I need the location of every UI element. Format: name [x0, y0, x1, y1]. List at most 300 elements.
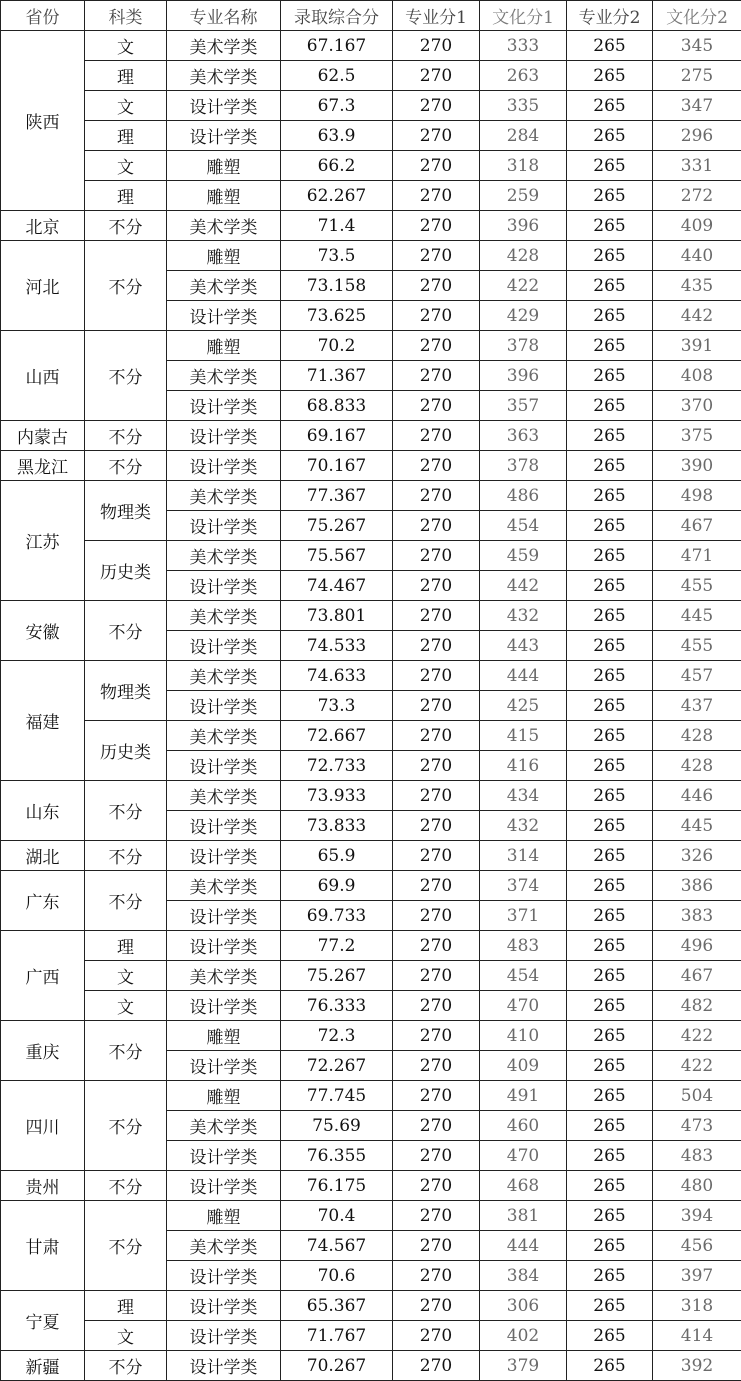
professional-score-1-cell: 270	[393, 1261, 480, 1291]
culture-score-2-cell: 392	[653, 1351, 741, 1381]
professional-score-1-cell: 270	[393, 871, 480, 901]
major-cell: 设计学类	[167, 631, 281, 661]
table-header	[1, 1, 741, 31]
culture-score-2-cell: 455	[653, 631, 741, 661]
culture-score-2-cell: 331	[653, 151, 741, 181]
major-cell: 雕塑	[167, 1081, 281, 1111]
culture-score-1-cell: 381	[480, 1201, 567, 1231]
professional-score-2-cell: 265	[567, 331, 653, 361]
major-cell: 设计学类	[167, 1291, 281, 1321]
professional-score-2-cell: 265	[567, 781, 653, 811]
overall-score-cell: 62.267	[281, 181, 393, 211]
overall-score-cell: 72.267	[281, 1051, 393, 1081]
professional-score-2-cell: 265	[567, 181, 653, 211]
professional-score-1-cell: 270	[393, 901, 480, 931]
header-row	[1, 1, 741, 31]
province-cell: 宁夏	[1, 1291, 85, 1351]
overall-score-cell: 75.267	[281, 961, 393, 991]
overall-score-cell: 70.6	[281, 1261, 393, 1291]
province-cell: 河北	[1, 241, 85, 331]
culture-score-2-cell: 408	[653, 361, 741, 391]
overall-score-cell: 74.633	[281, 661, 393, 691]
major-cell: 雕塑	[167, 1021, 281, 1051]
professional-score-2-cell: 265	[567, 961, 653, 991]
professional-score-1-cell: 270	[393, 991, 480, 1021]
province-cell: 甘肃	[1, 1201, 85, 1291]
table-row	[1, 151, 741, 181]
header-culture-score-2: 文化分2	[653, 1, 741, 31]
culture-score-1-cell: 379	[480, 1351, 567, 1381]
overall-score-cell: 74.567	[281, 1231, 393, 1261]
overall-score-cell: 68.833	[281, 391, 393, 421]
table-row	[1, 31, 741, 61]
category-cell: 不分	[85, 1021, 167, 1081]
province-cell: 江苏	[1, 481, 85, 601]
professional-score-2-cell: 265	[567, 811, 653, 841]
culture-score-2-cell: 409	[653, 211, 741, 241]
culture-score-2-cell: 467	[653, 511, 741, 541]
culture-score-1-cell: 335	[480, 91, 567, 121]
major-cell: 设计学类	[167, 571, 281, 601]
culture-score-1-cell: 284	[480, 121, 567, 151]
professional-score-2-cell: 265	[567, 541, 653, 571]
professional-score-1-cell: 270	[393, 961, 480, 991]
professional-score-1-cell: 270	[393, 571, 480, 601]
professional-score-2-cell: 265	[567, 391, 653, 421]
major-cell: 设计学类	[167, 1261, 281, 1291]
major-cell: 设计学类	[167, 901, 281, 931]
culture-score-1-cell: 371	[480, 901, 567, 931]
province-cell: 安徽	[1, 601, 85, 661]
professional-score-1-cell: 270	[393, 1201, 480, 1231]
category-cell: 不分	[85, 241, 167, 331]
culture-score-2-cell: 480	[653, 1171, 741, 1201]
category-cell: 不分	[85, 1081, 167, 1171]
major-cell: 设计学类	[167, 1321, 281, 1351]
overall-score-cell: 66.2	[281, 151, 393, 181]
professional-score-2-cell: 265	[567, 481, 653, 511]
table-row	[1, 1081, 741, 1111]
province-cell: 新疆	[1, 1351, 85, 1381]
major-cell: 美术学类	[167, 481, 281, 511]
professional-score-2-cell: 265	[567, 751, 653, 781]
professional-score-2-cell: 265	[567, 421, 653, 451]
major-cell: 雕塑	[167, 151, 281, 181]
major-cell: 雕塑	[167, 1201, 281, 1231]
professional-score-1-cell: 270	[393, 1051, 480, 1081]
culture-score-1-cell: 454	[480, 961, 567, 991]
culture-score-1-cell: 444	[480, 1231, 567, 1261]
professional-score-1-cell: 270	[393, 511, 480, 541]
category-cell: 不分	[85, 211, 167, 241]
culture-score-1-cell: 402	[480, 1321, 567, 1351]
category-cell: 不分	[85, 841, 167, 871]
category-cell: 文	[85, 1321, 167, 1351]
professional-score-1-cell: 270	[393, 121, 480, 151]
table-row	[1, 931, 741, 961]
culture-score-2-cell: 296	[653, 121, 741, 151]
major-cell: 设计学类	[167, 421, 281, 451]
category-cell: 理	[85, 121, 167, 151]
culture-score-1-cell: 486	[480, 481, 567, 511]
table-row	[1, 1321, 741, 1351]
culture-score-2-cell: 442	[653, 301, 741, 331]
culture-score-1-cell: 415	[480, 721, 567, 751]
culture-score-1-cell: 378	[480, 451, 567, 481]
province-cell: 广东	[1, 871, 85, 931]
professional-score-1-cell: 270	[393, 931, 480, 961]
professional-score-2-cell: 265	[567, 31, 653, 61]
major-cell: 设计学类	[167, 751, 281, 781]
overall-score-cell: 65.367	[281, 1291, 393, 1321]
major-cell: 设计学类	[167, 121, 281, 151]
overall-score-cell: 77.2	[281, 931, 393, 961]
table-row	[1, 841, 741, 871]
culture-score-2-cell: 394	[653, 1201, 741, 1231]
header-category: 科类	[85, 1, 167, 31]
professional-score-2-cell: 265	[567, 511, 653, 541]
major-cell: 美术学类	[167, 361, 281, 391]
professional-score-1-cell: 270	[393, 1231, 480, 1261]
overall-score-cell: 70.4	[281, 1201, 393, 1231]
major-cell: 设计学类	[167, 811, 281, 841]
overall-score-cell: 63.9	[281, 121, 393, 151]
major-cell: 美术学类	[167, 781, 281, 811]
professional-score-1-cell: 270	[393, 601, 480, 631]
culture-score-2-cell: 455	[653, 571, 741, 601]
professional-score-1-cell: 270	[393, 1171, 480, 1201]
professional-score-2-cell: 265	[567, 841, 653, 871]
overall-score-cell: 70.167	[281, 451, 393, 481]
culture-score-2-cell: 440	[653, 241, 741, 271]
table-row	[1, 481, 741, 511]
overall-score-cell: 69.733	[281, 901, 393, 931]
category-cell: 不分	[85, 1201, 167, 1291]
major-cell: 设计学类	[167, 991, 281, 1021]
professional-score-2-cell: 265	[567, 1021, 653, 1051]
province-cell: 福建	[1, 661, 85, 781]
culture-score-1-cell: 428	[480, 241, 567, 271]
professional-score-2-cell: 265	[567, 661, 653, 691]
overall-score-cell: 70.2	[281, 331, 393, 361]
overall-score-cell: 73.158	[281, 271, 393, 301]
culture-score-2-cell: 386	[653, 871, 741, 901]
professional-score-1-cell: 270	[393, 241, 480, 271]
overall-score-cell: 76.355	[281, 1141, 393, 1171]
overall-score-cell: 67.3	[281, 91, 393, 121]
culture-score-1-cell: 432	[480, 601, 567, 631]
province-cell: 贵州	[1, 1171, 85, 1201]
professional-score-2-cell: 265	[567, 631, 653, 661]
professional-score-2-cell: 265	[567, 451, 653, 481]
province-cell: 山东	[1, 781, 85, 841]
overall-score-cell: 71.4	[281, 211, 393, 241]
major-cell: 美术学类	[167, 661, 281, 691]
professional-score-2-cell: 265	[567, 1141, 653, 1171]
professional-score-2-cell: 265	[567, 1261, 653, 1291]
category-cell: 不分	[85, 1171, 167, 1201]
professional-score-2-cell: 265	[567, 901, 653, 931]
overall-score-cell: 74.467	[281, 571, 393, 601]
professional-score-2-cell: 265	[567, 1111, 653, 1141]
province-cell: 重庆	[1, 1021, 85, 1081]
province-cell: 内蒙古	[1, 421, 85, 451]
culture-score-1-cell: 306	[480, 1291, 567, 1321]
overall-score-cell: 77.367	[281, 481, 393, 511]
major-cell: 设计学类	[167, 1171, 281, 1201]
culture-score-2-cell: 498	[653, 481, 741, 511]
table-row	[1, 541, 741, 571]
overall-score-cell: 72.667	[281, 721, 393, 751]
table-row	[1, 961, 741, 991]
overall-score-cell: 74.533	[281, 631, 393, 661]
culture-score-1-cell: 429	[480, 301, 567, 331]
professional-score-1-cell: 270	[393, 301, 480, 331]
culture-score-1-cell: 396	[480, 361, 567, 391]
header-major: 专业名称	[167, 1, 281, 31]
major-cell: 设计学类	[167, 841, 281, 871]
province-cell: 北京	[1, 211, 85, 241]
category-cell: 历史类	[85, 721, 167, 781]
overall-score-cell: 65.9	[281, 841, 393, 871]
overall-score-cell: 77.745	[281, 1081, 393, 1111]
category-cell: 文	[85, 91, 167, 121]
overall-score-cell: 76.333	[281, 991, 393, 1021]
major-cell: 美术学类	[167, 541, 281, 571]
culture-score-2-cell: 446	[653, 781, 741, 811]
table-row	[1, 331, 741, 361]
professional-score-2-cell: 265	[567, 871, 653, 901]
culture-score-1-cell: 425	[480, 691, 567, 721]
professional-score-1-cell: 270	[393, 751, 480, 781]
header-professional-score-1: 专业分1	[393, 1, 480, 31]
professional-score-1-cell: 270	[393, 1141, 480, 1171]
category-cell: 文	[85, 961, 167, 991]
culture-score-1-cell: 410	[480, 1021, 567, 1051]
professional-score-2-cell: 265	[567, 1081, 653, 1111]
major-cell: 美术学类	[167, 601, 281, 631]
culture-score-1-cell: 434	[480, 781, 567, 811]
category-cell: 不分	[85, 331, 167, 421]
professional-score-2-cell: 265	[567, 1201, 653, 1231]
province-cell: 山西	[1, 331, 85, 421]
professional-score-1-cell: 270	[393, 1351, 480, 1381]
category-cell: 历史类	[85, 541, 167, 601]
header-province: 省份	[1, 1, 85, 31]
culture-score-1-cell: 442	[480, 571, 567, 601]
professional-score-2-cell: 265	[567, 1171, 653, 1201]
professional-score-1-cell: 270	[393, 631, 480, 661]
professional-score-1-cell: 270	[393, 1081, 480, 1111]
culture-score-2-cell: 457	[653, 661, 741, 691]
major-cell: 美术学类	[167, 721, 281, 751]
culture-score-2-cell: 496	[653, 931, 741, 961]
table-row	[1, 1291, 741, 1321]
culture-score-2-cell: 422	[653, 1021, 741, 1051]
overall-score-cell: 73.933	[281, 781, 393, 811]
overall-score-cell: 70.267	[281, 1351, 393, 1381]
professional-score-2-cell: 265	[567, 271, 653, 301]
culture-score-2-cell: 414	[653, 1321, 741, 1351]
header-professional-score-2: 专业分2	[567, 1, 653, 31]
culture-score-1-cell: 318	[480, 151, 567, 181]
table-row	[1, 451, 741, 481]
culture-score-2-cell: 428	[653, 721, 741, 751]
professional-score-2-cell: 265	[567, 571, 653, 601]
culture-score-2-cell: 383	[653, 901, 741, 931]
overall-score-cell: 71.767	[281, 1321, 393, 1351]
major-cell: 美术学类	[167, 61, 281, 91]
table-row	[1, 1171, 741, 1201]
overall-score-cell: 75.267	[281, 511, 393, 541]
professional-score-2-cell: 265	[567, 721, 653, 751]
culture-score-2-cell: 370	[653, 391, 741, 421]
professional-score-1-cell: 270	[393, 181, 480, 211]
professional-score-2-cell: 265	[567, 991, 653, 1021]
culture-score-2-cell: 504	[653, 1081, 741, 1111]
culture-score-1-cell: 432	[480, 811, 567, 841]
major-cell: 美术学类	[167, 871, 281, 901]
professional-score-1-cell: 270	[393, 1021, 480, 1051]
professional-score-2-cell: 265	[567, 121, 653, 151]
professional-score-1-cell: 270	[393, 1321, 480, 1351]
overall-score-cell: 72.3	[281, 1021, 393, 1051]
culture-score-1-cell: 460	[480, 1111, 567, 1141]
culture-score-1-cell: 357	[480, 391, 567, 421]
category-cell: 不分	[85, 601, 167, 661]
major-cell: 雕塑	[167, 181, 281, 211]
professional-score-2-cell: 265	[567, 1321, 653, 1351]
culture-score-1-cell: 422	[480, 271, 567, 301]
major-cell: 设计学类	[167, 301, 281, 331]
culture-score-2-cell: 445	[653, 601, 741, 631]
major-cell: 设计学类	[167, 391, 281, 421]
culture-score-1-cell: 483	[480, 931, 567, 961]
table-row	[1, 61, 741, 91]
culture-score-1-cell: 374	[480, 871, 567, 901]
overall-score-cell: 62.5	[281, 61, 393, 91]
culture-score-2-cell: 435	[653, 271, 741, 301]
professional-score-1-cell: 270	[393, 331, 480, 361]
major-cell: 雕塑	[167, 331, 281, 361]
overall-score-cell: 73.833	[281, 811, 393, 841]
table-row	[1, 871, 741, 901]
major-cell: 设计学类	[167, 511, 281, 541]
culture-score-2-cell: 482	[653, 991, 741, 1021]
overall-score-cell: 69.167	[281, 421, 393, 451]
overall-score-cell: 73.625	[281, 301, 393, 331]
professional-score-1-cell: 270	[393, 691, 480, 721]
culture-score-2-cell: 391	[653, 331, 741, 361]
professional-score-2-cell: 265	[567, 211, 653, 241]
professional-score-1-cell: 270	[393, 61, 480, 91]
professional-score-2-cell: 265	[567, 241, 653, 271]
culture-score-2-cell: 471	[653, 541, 741, 571]
overall-score-cell: 69.9	[281, 871, 393, 901]
professional-score-1-cell: 270	[393, 1111, 480, 1141]
category-cell: 文	[85, 991, 167, 1021]
culture-score-1-cell: 314	[480, 841, 567, 871]
culture-score-2-cell: 437	[653, 691, 741, 721]
table-row	[1, 661, 741, 691]
category-cell: 不分	[85, 871, 167, 931]
professional-score-2-cell: 265	[567, 1051, 653, 1081]
overall-score-cell: 73.5	[281, 241, 393, 271]
culture-score-1-cell: 491	[480, 1081, 567, 1111]
professional-score-2-cell: 265	[567, 1351, 653, 1381]
overall-score-cell: 76.175	[281, 1171, 393, 1201]
culture-score-2-cell: 345	[653, 31, 741, 61]
culture-score-1-cell: 263	[480, 61, 567, 91]
culture-score-1-cell: 259	[480, 181, 567, 211]
culture-score-1-cell: 409	[480, 1051, 567, 1081]
major-cell: 美术学类	[167, 211, 281, 241]
culture-score-1-cell: 468	[480, 1171, 567, 1201]
table-row	[1, 241, 741, 271]
table-row	[1, 781, 741, 811]
province-cell: 湖北	[1, 841, 85, 871]
culture-score-1-cell: 378	[480, 331, 567, 361]
culture-score-2-cell: 326	[653, 841, 741, 871]
culture-score-1-cell: 333	[480, 31, 567, 61]
overall-score-cell: 73.3	[281, 691, 393, 721]
category-cell: 不分	[85, 421, 167, 451]
major-cell: 设计学类	[167, 1141, 281, 1171]
province-cell: 广西	[1, 931, 85, 1021]
category-cell: 理	[85, 181, 167, 211]
professional-score-1-cell: 270	[393, 91, 480, 121]
professional-score-1-cell: 270	[393, 451, 480, 481]
culture-score-2-cell: 390	[653, 451, 741, 481]
culture-score-2-cell: 456	[653, 1231, 741, 1261]
major-cell: 设计学类	[167, 691, 281, 721]
category-cell: 文	[85, 151, 167, 181]
culture-score-2-cell: 428	[653, 751, 741, 781]
category-cell: 理	[85, 61, 167, 91]
major-cell: 美术学类	[167, 1111, 281, 1141]
professional-score-1-cell: 270	[393, 1291, 480, 1321]
category-cell: 理	[85, 1291, 167, 1321]
culture-score-1-cell: 363	[480, 421, 567, 451]
culture-score-1-cell: 384	[480, 1261, 567, 1291]
professional-score-1-cell: 270	[393, 661, 480, 691]
culture-score-2-cell: 272	[653, 181, 741, 211]
professional-score-1-cell: 270	[393, 361, 480, 391]
table-row	[1, 421, 741, 451]
header-culture-score-1: 文化分1	[480, 1, 567, 31]
table-row	[1, 1351, 741, 1381]
professional-score-1-cell: 270	[393, 391, 480, 421]
table-row	[1, 91, 741, 121]
culture-score-1-cell: 459	[480, 541, 567, 571]
major-cell: 设计学类	[167, 1351, 281, 1381]
overall-score-cell: 75.69	[281, 1111, 393, 1141]
table-row	[1, 1021, 741, 1051]
table-row	[1, 1201, 741, 1231]
culture-score-1-cell: 470	[480, 991, 567, 1021]
category-cell: 文	[85, 31, 167, 61]
professional-score-2-cell: 265	[567, 91, 653, 121]
header-overall-score: 录取综合分	[281, 1, 393, 31]
professional-score-1-cell: 270	[393, 541, 480, 571]
overall-score-cell: 73.801	[281, 601, 393, 631]
category-cell: 理	[85, 931, 167, 961]
category-cell: 不分	[85, 781, 167, 841]
professional-score-2-cell: 265	[567, 1291, 653, 1321]
culture-score-1-cell: 444	[480, 661, 567, 691]
professional-score-1-cell: 270	[393, 721, 480, 751]
culture-score-2-cell: 397	[653, 1261, 741, 1291]
